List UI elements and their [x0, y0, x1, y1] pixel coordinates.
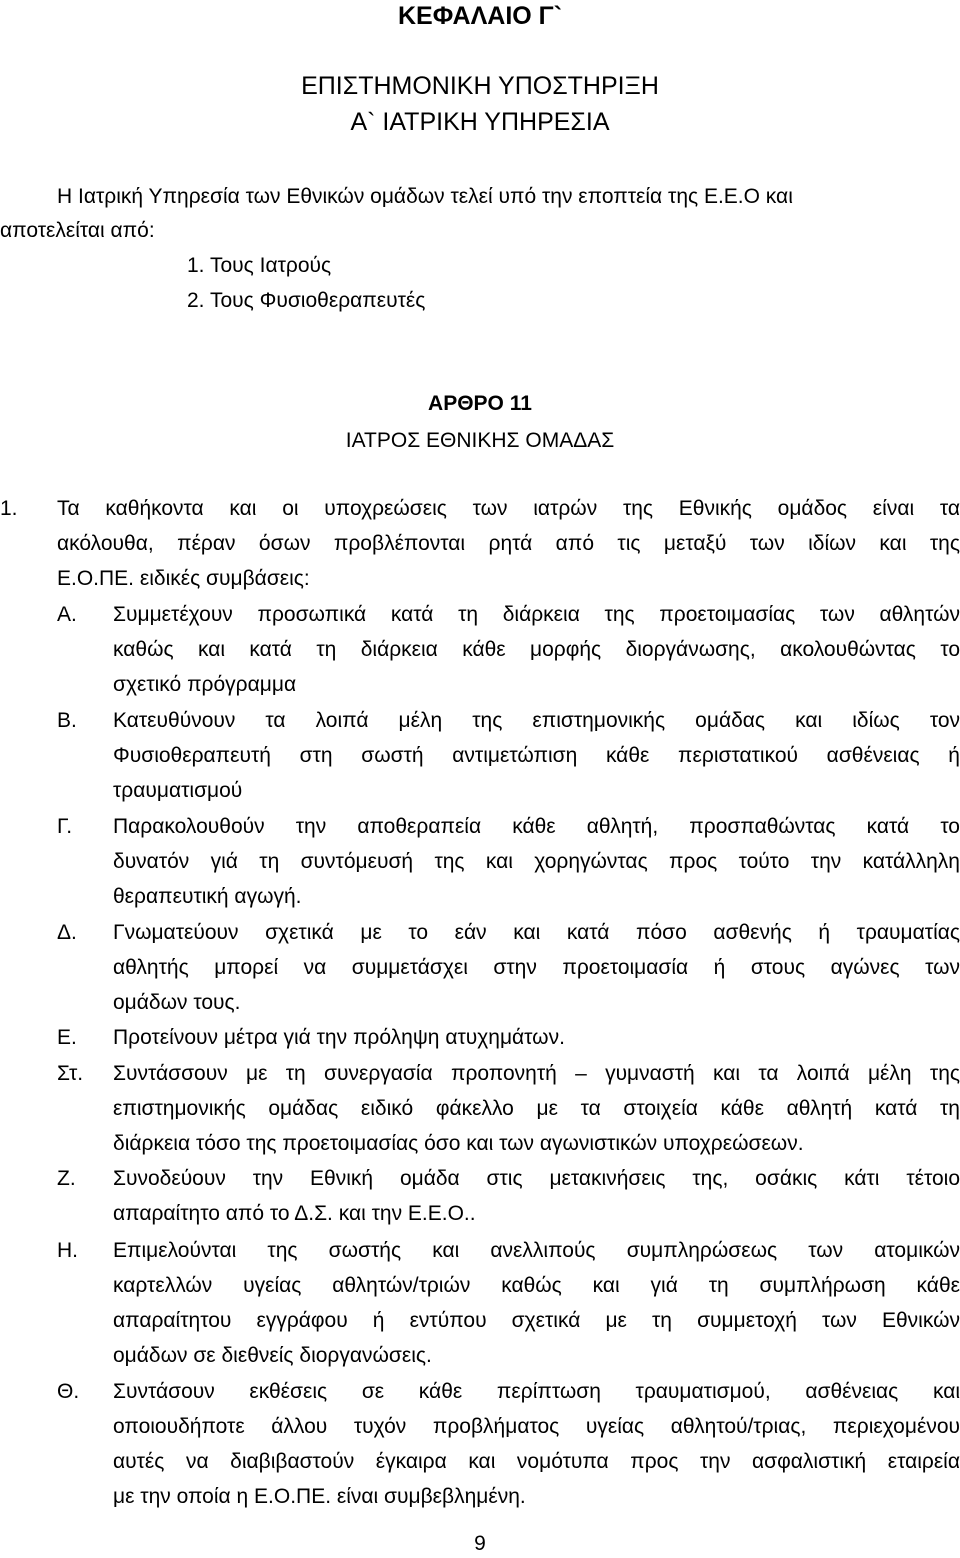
item-line: ομάδων τους. [113, 991, 241, 1014]
intro-list-item: 2. Τους Φυσιοθεραπευτές [187, 289, 426, 312]
article-subheading: ΙΑΤΡΟΣ ΕΘΝΙΚΗΣ ΟΜΑΔΑΣ [345, 429, 615, 452]
item-line: καθώς και κατά τη διάρκεια κάθε μορφής διοργάνωσης, ακολουθώντας το [113, 638, 960, 661]
item-line: Επιμελούνται της σωστής και ανελλιπούς συμπληρώσεως των ατομικών [113, 1239, 960, 1262]
section-title: ΕΠΙΣΤΗΜΟΝΙΚΗ ΥΠΟΣΤΗΡΙΞΗ [301, 72, 659, 100]
item-line: Συντάσουν εκθέσεις σε κάθε περίπτωση τραυματισμού, ασθένειας και [113, 1380, 960, 1403]
intro-text: Η Ιατρική Υπηρεσία των Εθνικών ομάδων τελεί υπό την εποπτεία της Ε.Ε.Ο και [57, 185, 793, 208]
item-line: Συντάσσουν με τη συνεργασία προπονητή – γυμναστή και τα λοιπά μέλη της [113, 1062, 960, 1085]
intro-text-continued: αποτελείται από: [0, 219, 155, 242]
item-line: αθλητής μπορεί να συμμετάσχει στην προετοιμασία ή στους αγώνες των [113, 956, 960, 979]
chapter-title: ΚΕΦΑΛΑΙΟ Γ` [397, 2, 563, 30]
page-number: 9 [474, 1532, 486, 1555]
item-marker: Ζ. [57, 1167, 76, 1190]
item-line: θεραπευτική αγωγή. [113, 885, 302, 908]
item-marker: Β. [57, 709, 77, 732]
item-line: καρτελλών υγείας αθλητών/τριών καθώς και γιά τη συμπλήρωση κάθε [113, 1274, 960, 1297]
item-marker: Η. [57, 1239, 78, 1262]
item-line: Φυσιοθεραπευτή στη σωστή αντιμετώπιση κάθε περιστατικού ασθένειας ή [113, 744, 960, 767]
paragraph-line: ακόλουθα, πέραν όσων προβλέπονται ρητά από τις μεταξύ των ιδίων και της [57, 532, 960, 555]
item-marker: Α. [57, 603, 77, 626]
item-marker: Δ. [57, 921, 77, 944]
paragraph-number: 1. [0, 497, 18, 520]
item-line: ομάδων σε διεθνείς διοργανώσεις. [113, 1344, 432, 1367]
item-line: Γνωματεύουν σχετικά με το εάν και κατά πόσο ασθενής ή τραυματίας [113, 921, 960, 944]
item-line: Συμμετέχουν προσωπικά κατά τη διάρκεια της προετοιμασίας των αθλητών [113, 603, 960, 626]
intro-list-item: 1. Τους Ιατρούς [187, 254, 332, 277]
item-line: σχετικό πρόγραμμα [113, 673, 297, 696]
item-line: Παρακολουθούν την αποθεραπεία κάθε αθλητή, προσπαθώντας κατά το [113, 815, 960, 838]
item-marker: Ε. [57, 1026, 77, 1049]
item-marker: Θ. [57, 1380, 80, 1403]
item-line: Συνοδεύουν την Εθνική ομάδα στις μετακινήσεις της, οσάκις κάτι τέτοιο [113, 1167, 960, 1190]
article-heading: ΑΡΘΡΟ 11 [428, 392, 532, 415]
item-marker: Στ. [57, 1062, 84, 1085]
item-line: απαραίτητου εγγράφου ή εντύπου σχετικά με τη συμμετοχή των Εθνικών [113, 1309, 960, 1332]
item-line: τραυματισμού [113, 779, 243, 802]
item-line: οποιουδήποτε άλλου τυχόν προβλήματος υγείας αθλητού/τριας, περιεχομένου [113, 1415, 960, 1438]
section-subtitle: Α` ΙΑΤΡΙΚΗ ΥΠΗΡΕΣΙΑ [350, 108, 610, 136]
paragraph-line: Ε.Ο.ΠΕ. ειδικές συμβάσεις: [57, 567, 310, 590]
item-line: διάρκεια τόσο της προετοιμασίας όσο και των αγωνιστικών υποχρεώσεων. [113, 1132, 804, 1155]
item-line: Κατευθύνουν τα λοιπά μέλη της επιστημονικής ομάδας και ιδίως τον [113, 709, 960, 732]
item-line: με την οποία η Ε.Ο.ΠΕ. είναι συμβεβλημένη. [113, 1485, 526, 1508]
item-line: δυνατόν γιά τη συντόμευσή της και χορηγώντας προς τούτο την κατάλληλη [113, 850, 960, 873]
item-line: Προτείνουν μέτρα γιά την πρόληψη ατυχημάτων. [113, 1026, 565, 1049]
item-marker: Γ. [57, 815, 73, 838]
item-line: αυτές να διαβιβαστούν έγκαιρα και νομότυπα προς την ασφαλιστική εταιρεία [113, 1450, 960, 1473]
item-line: επιστημονικής ομάδας ειδικό φάκελλο με τα στοιχεία κάθε αθλητή κατά τη [113, 1097, 960, 1120]
item-line: απαραίτητο από το Δ.Σ. και την Ε.Ε.Ο.. [113, 1202, 476, 1225]
paragraph-line: Τα καθήκοντα και οι υποχρεώσεις των ιατρών της Εθνικής ομάδος είναι τα [57, 497, 960, 520]
